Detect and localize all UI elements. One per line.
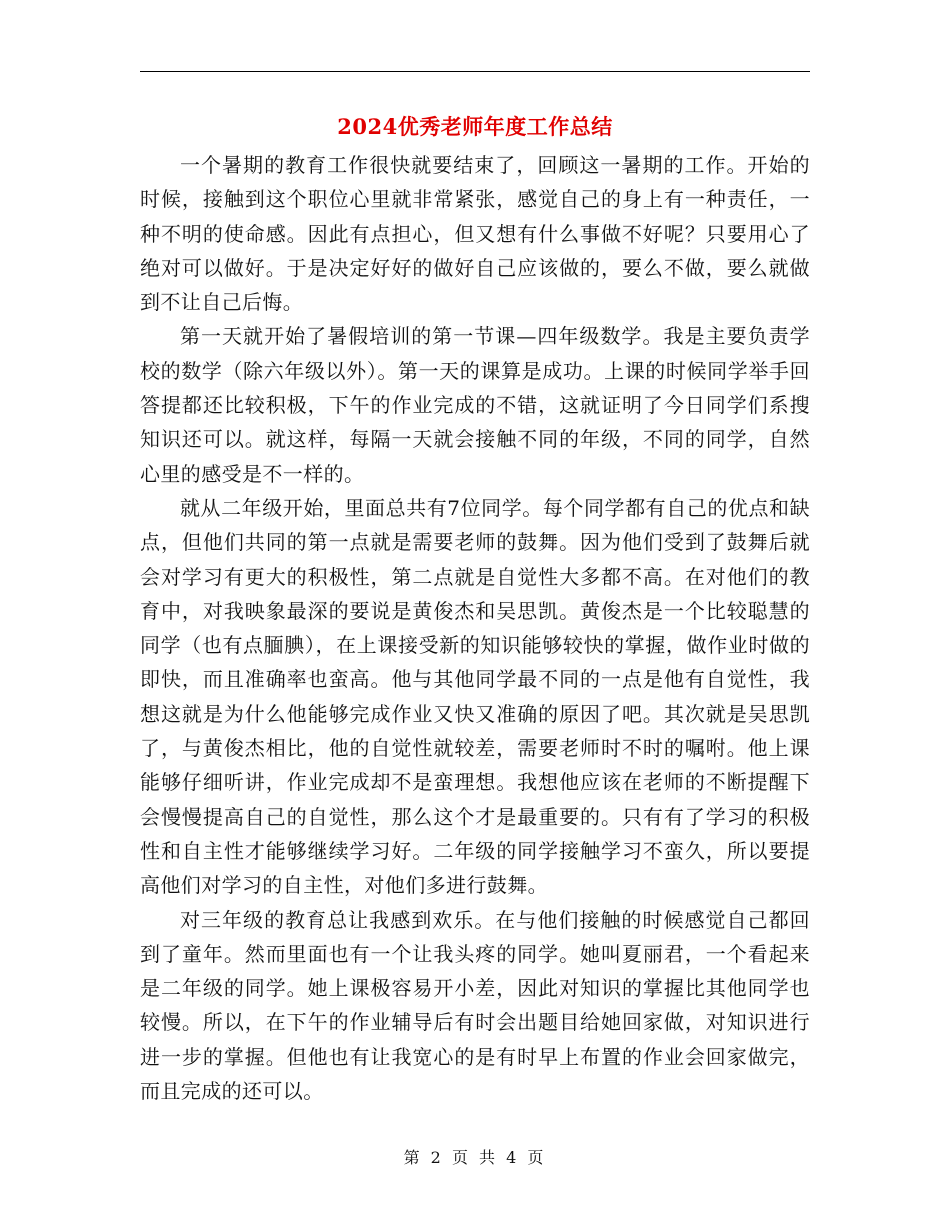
- header-rule: [140, 71, 810, 72]
- document-body: [140, 148, 810, 1108]
- paragraph-3: 就从二年级开始，里面总共有7位同学。每个同学都有自己的优点和缺点，但他们共同的第一点就是需要老师的鼓舞。因为他们受到了鼓舞后就会对学习有更大的积极性，第二点就是自觉性大多都不高。在对他们的教育中，对我映象最深的要说是黄俊杰和吴思凯。黄俊杰是一个比较聪慧的同学（也有点腼腆），在上课接受新的知识能够较快的掌握，做作业时做的即快，而且准确率也蛮高。他与其他同学最不同的一点是他有自觉性，我想这就是为什么他能够完成作业又快又准确的原因了吧。其次就是吴思凯了，与黄俊杰相比，他的自觉性就较差，需要老师时不时的嘱咐。他上课能够仔细听讲，作业完成却不是蛮理想。我想他应该在老师的不断提醒下会慢慢提高自己的自觉性，那么这个才是最重要的。只有有了学习的积极性和自主性才能够继续学习好。二年级的同学接触学习不蛮久，所以要提高他们对学习的自主性，对他们多进行鼓舞。: [140, 495, 810, 898]
- paragraph-1: 一个暑期的教育工作很快就要结束了，回顾这一暑期的工作。开始的时候，接触到这个职位心里就非常紧张，感觉自己的身上有一种责任，一种不明的使命感。因此有点担心，但又想有什么事做不好呢？只要用心了绝对可以做好。于是决定好好的做好自己应该做的，要么不做，要么就做到不让自己后悔。: [140, 153, 810, 315]
- paragraph-2: 第一天就开始了暑假培训的第一节课—四年级数学。我是主要负责学校的数学（除六年级以外）。第一天的课算是成功。上课的时候同学举手回答提都还比较积极，下午的作业完成的不错，这就证明了今日同学们系搜知识还可以。就这样，每隔一天就会接触不同的年级，不同的同学，自然心里的感受是不一样的。: [140, 324, 810, 486]
- paragraph-4: 对三年级的教育总让我感到欢乐。在与他们接触的时候感觉自己都回到了童年。然而里面也有一个让我头疼的同学。她叫夏丽君，一个看起来是二年级的同学。她上课极容易开小差，因此对知识的掌握比其他同学也较慢。所以，在下午的作业辅导后有时会出题目给她回家做，对知识进行进一步的掌握。但他也有让我宽心的是有时早上布置的作业会回家做完，而且完成的还可以。: [140, 907, 810, 1104]
- page-number-footer: 第 2 页 共 4 页: [403, 1148, 547, 1167]
- page-title: 2024优秀老师年度工作总结: [337, 114, 613, 139]
